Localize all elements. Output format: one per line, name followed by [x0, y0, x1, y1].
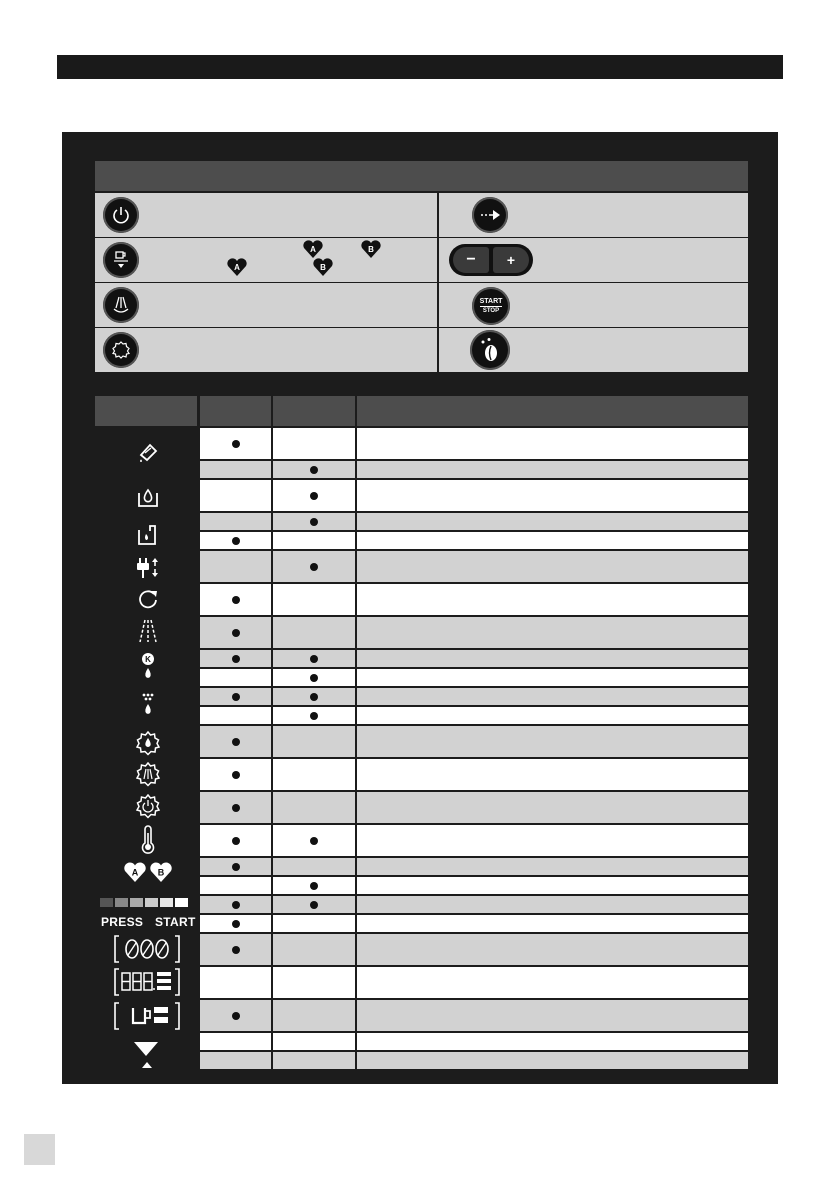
status-table-cell — [357, 513, 748, 530]
status-table-row — [200, 726, 748, 757]
status-table-row — [200, 858, 748, 875]
indicator-dot — [232, 537, 240, 545]
status-table-row — [200, 1000, 748, 1031]
status-table-cell — [200, 688, 271, 705]
status-table-cell — [273, 934, 355, 965]
status-table-row — [200, 688, 748, 705]
status-table-cell — [200, 1033, 271, 1050]
indicator-dot — [232, 901, 240, 909]
status-table-row — [200, 461, 748, 478]
status-table-row — [200, 650, 748, 667]
indicator-dot — [310, 901, 318, 909]
status-table-cell — [273, 759, 355, 790]
status-table-cell — [200, 934, 271, 965]
svg-text:A: A — [131, 867, 139, 878]
status-table-cell — [273, 617, 355, 648]
minus-plus-button — [449, 244, 533, 276]
status-table-cell — [357, 1052, 748, 1069]
gear-water-icon — [135, 731, 161, 757]
status-table-cell — [273, 1000, 355, 1031]
status-table-row — [200, 428, 748, 459]
indicator-dot — [232, 946, 240, 954]
status-table-cell — [200, 1000, 271, 1031]
indicator-dot — [232, 738, 240, 746]
status-icon-column — [95, 428, 198, 1073]
gear-icon[interactable] — [103, 332, 139, 368]
status-table-cell — [273, 669, 355, 686]
indicator-dot — [310, 655, 318, 663]
water-hardness-icon — [139, 692, 157, 718]
triangle-down-icon — [133, 1041, 159, 1057]
indicator-dot — [232, 920, 240, 928]
cup-count-display-icon — [113, 1001, 181, 1031]
status-table-row — [200, 915, 748, 932]
status-table-cell — [273, 688, 355, 705]
press-label: PRESS — [101, 915, 144, 929]
status-table-row — [200, 532, 748, 549]
filter-water-k-icon — [139, 652, 157, 680]
status-table-row — [200, 759, 748, 790]
status-table-cell — [357, 934, 748, 965]
status-table-cell — [273, 726, 355, 757]
status-table-cell — [357, 707, 748, 724]
button-row-bean — [439, 328, 748, 372]
page-number-box — [24, 1134, 55, 1165]
status-table-cell — [200, 759, 271, 790]
indicator-dot — [232, 863, 240, 871]
status-table-cell — [357, 1033, 748, 1050]
section-title-bar — [57, 55, 783, 79]
status-table-cell — [200, 480, 271, 511]
indicator-dot — [310, 712, 318, 720]
indicator-dot — [232, 440, 240, 448]
indicator-dot — [232, 596, 240, 604]
status-table-cell — [357, 759, 748, 790]
indicator-dot — [310, 837, 318, 845]
status-table-row — [200, 513, 748, 530]
status-table-cell — [357, 551, 748, 582]
status-table-cell — [273, 1033, 355, 1050]
indicator-dot — [232, 771, 240, 779]
heart-b-icon — [149, 861, 173, 883]
status-table-cell — [357, 915, 748, 932]
indicator-dot — [310, 492, 318, 500]
button-row-minus-plus — [439, 238, 748, 282]
status-table-row — [200, 1033, 748, 1050]
status-table-cell — [200, 896, 271, 913]
svg-text:B: B — [320, 263, 326, 272]
status-table-cell — [273, 792, 355, 823]
svg-text:K: K — [145, 655, 151, 664]
status-table-cell — [200, 877, 271, 894]
status-table-cell — [273, 532, 355, 549]
status-table-cell — [200, 915, 271, 932]
status-table-cell — [273, 513, 355, 530]
plus-button[interactable]: + — [493, 247, 529, 273]
status-table-cell — [273, 858, 355, 875]
gear-power-icon — [135, 794, 161, 820]
status-table-cell — [273, 1052, 355, 1069]
status-table-cell — [200, 551, 271, 582]
button-row-forward — [439, 193, 748, 237]
status-table-cell — [200, 707, 271, 724]
descaling-icon — [137, 441, 159, 465]
status-table-cell — [273, 915, 355, 932]
status-table-cell — [357, 877, 748, 894]
triangle-up-icon — [141, 1061, 153, 1069]
controls-panel — [62, 132, 778, 1084]
water-tank-icon — [137, 485, 159, 509]
status-table-cell — [273, 428, 355, 459]
status-table-cell — [357, 858, 748, 875]
button-row-settings — [95, 328, 437, 372]
status-table-cell — [273, 967, 355, 998]
status-table-cell — [200, 669, 271, 686]
status-table-cell — [357, 461, 748, 478]
status-table-cell — [200, 584, 271, 615]
status-table-row — [200, 584, 748, 615]
indicator-dot — [310, 563, 318, 571]
status-table-cell — [357, 1000, 748, 1031]
status-table-row — [200, 825, 748, 856]
status-table-cell — [357, 480, 748, 511]
bean-strength-display-icon — [113, 934, 181, 964]
indicator-dot — [310, 466, 318, 474]
status-table-cell — [357, 669, 748, 686]
status-table-cell — [357, 650, 748, 667]
indicator-dot — [310, 882, 318, 890]
status-table-row — [200, 877, 748, 894]
indicator-dot — [232, 629, 240, 637]
status-table-cell — [357, 428, 748, 459]
svg-text:A: A — [234, 263, 240, 272]
status-table-cell — [273, 825, 355, 856]
status-table-cell — [273, 650, 355, 667]
indicator-dot — [310, 674, 318, 682]
digital-display-icon — [113, 967, 181, 997]
heart-a-icon — [226, 257, 248, 277]
heart-a-icon — [123, 861, 147, 883]
status-table-cell — [200, 858, 271, 875]
status-table-cell — [200, 825, 271, 856]
heart-a-label: A — [310, 245, 316, 254]
button-row-coffee — [95, 238, 437, 282]
status-table-row — [200, 480, 748, 511]
status-table-cell — [357, 825, 748, 856]
button-row-power — [95, 193, 437, 237]
rinse-cycle-icon — [137, 588, 159, 610]
status-table-cell — [357, 967, 748, 998]
status-table-row — [200, 934, 748, 965]
status-table-header-icon — [95, 396, 197, 426]
status-table-cell — [273, 461, 355, 478]
status-table-row — [200, 1052, 748, 1069]
coffee-cup-icon[interactable] — [103, 242, 139, 278]
status-table-cell — [357, 726, 748, 757]
status-table-cell — [273, 480, 355, 511]
indicator-dot — [232, 837, 240, 845]
heart-b-label: B — [368, 245, 374, 254]
status-table-cell — [273, 707, 355, 724]
status-table-cell — [273, 584, 355, 615]
indicator-dot — [232, 1012, 240, 1020]
status-table-cell — [357, 617, 748, 648]
status-table-cell — [200, 428, 271, 459]
status-table-cell — [357, 688, 748, 705]
status-table-row — [200, 669, 748, 686]
status-table-cell — [273, 896, 355, 913]
indicator-dot — [232, 693, 240, 701]
status-table-cell — [273, 551, 355, 582]
status-table-cell — [200, 726, 271, 757]
power-icon[interactable] — [103, 197, 139, 233]
start-label: START — [479, 298, 503, 305]
status-table-cell — [200, 513, 271, 530]
status-table-cell — [273, 877, 355, 894]
minus-button[interactable]: − — [453, 247, 489, 273]
plug-icon — [133, 556, 161, 580]
status-table-cell — [357, 792, 748, 823]
status-table-cell — [200, 1052, 271, 1069]
status-table-cell — [200, 792, 271, 823]
drip-tray-icon — [137, 523, 159, 547]
stop-label: STOP — [482, 308, 500, 314]
button-row-start-stop — [439, 283, 748, 327]
heart-a-icon — [302, 239, 324, 259]
thermometer-icon — [141, 825, 155, 855]
coffee-bean-icon[interactable] — [470, 330, 510, 370]
status-table-row — [200, 707, 748, 724]
gear-steam-icon — [135, 762, 161, 788]
status-table-header-col2 — [273, 396, 355, 426]
status-table-row — [200, 896, 748, 913]
start-stop-icon[interactable] — [472, 287, 510, 325]
status-table-row — [200, 617, 748, 648]
button-row-steam — [95, 283, 437, 327]
start-label: START — [155, 915, 196, 929]
heart-b-icon — [312, 257, 334, 277]
indicator-dot — [232, 804, 240, 812]
status-table-cell — [200, 532, 271, 549]
status-table-header-col3 — [357, 396, 748, 426]
steam-icon[interactable] — [103, 287, 139, 323]
steam-nozzle-icon — [137, 618, 159, 644]
status-table-cell — [200, 461, 271, 478]
arrow-right-icon[interactable] — [472, 197, 508, 233]
status-table-cell — [200, 650, 271, 667]
status-table-cell — [200, 617, 271, 648]
status-table-header-col1 — [200, 396, 271, 426]
status-table-row — [200, 967, 748, 998]
svg-text:B: B — [157, 867, 165, 878]
indicator-dot — [310, 518, 318, 526]
status-table-cell — [357, 584, 748, 615]
status-table-cell — [357, 532, 748, 549]
status-table-cell — [357, 896, 748, 913]
status-table-cell — [200, 967, 271, 998]
indicator-dot — [310, 693, 318, 701]
status-table-row — [200, 551, 748, 582]
heart-b-icon — [360, 239, 382, 259]
buttons-table-header — [95, 161, 748, 191]
status-table-row — [200, 792, 748, 823]
indicator-dot — [232, 655, 240, 663]
